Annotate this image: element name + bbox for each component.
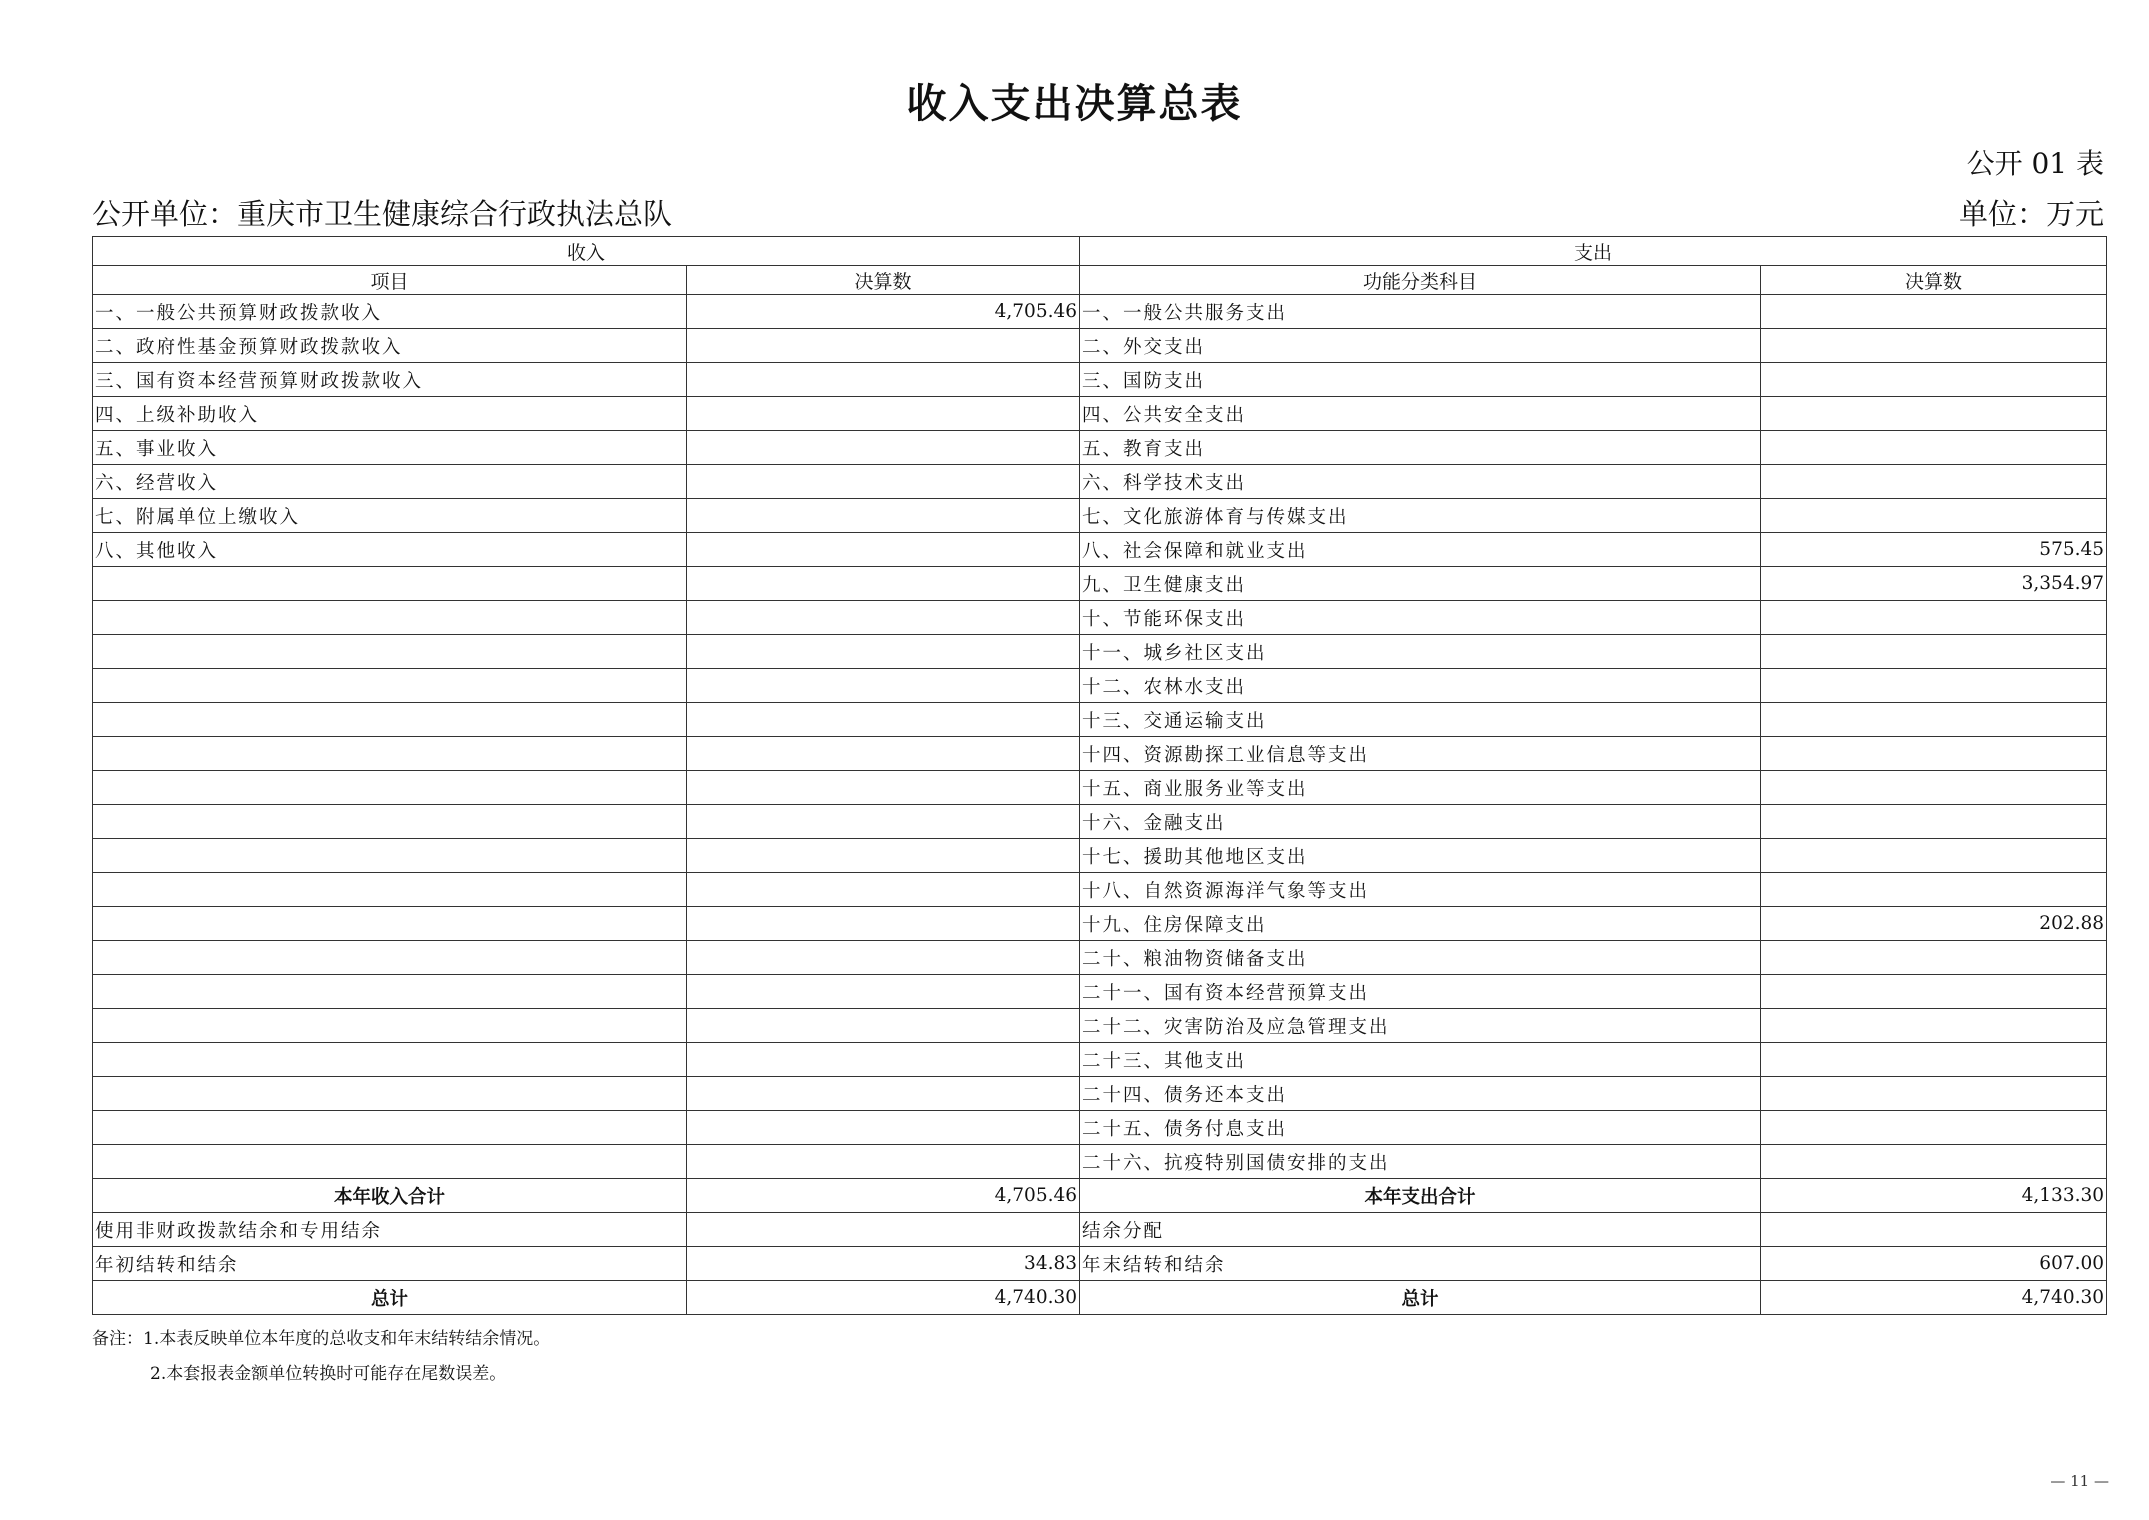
income-item-cell: 八、其他收入: [93, 533, 687, 567]
expense-amount-cell: 575.45: [1761, 533, 2107, 567]
table-row: [93, 397, 2107, 431]
expense-amount-cell: [1761, 1043, 2107, 1077]
table-row: [93, 975, 2107, 1009]
expense-amount-cell: [1761, 737, 2107, 771]
table-body: [93, 295, 2107, 1315]
expense-item-header: 功能分类科目: [1080, 266, 1761, 295]
expense-item-cell: 四、公共安全支出: [1080, 397, 1761, 431]
income-item-cell: [93, 1043, 687, 1077]
summary-income-amount: [687, 1213, 1080, 1247]
summary-income-label: 使用非财政拨款结余和专用结余: [93, 1213, 687, 1247]
summary-expense-label: 总计: [1080, 1281, 1761, 1315]
expense-amount-cell: [1761, 601, 2107, 635]
income-item-cell: [93, 771, 687, 805]
table-row: [93, 499, 2107, 533]
expense-amount-cell: [1761, 703, 2107, 737]
expense-amount-cell: [1761, 635, 2107, 669]
income-item-cell: [93, 975, 687, 1009]
expense-item-cell: 二十六、抗疫特别国债安排的支出: [1080, 1145, 1761, 1179]
table-row: [93, 1043, 2107, 1077]
table-row: [93, 703, 2107, 737]
income-item-cell: [93, 907, 687, 941]
income-amount-cell: [687, 703, 1080, 737]
expense-item-cell: 十一、城乡社区支出: [1080, 635, 1761, 669]
expense-item-cell: 十七、援助其他地区支出: [1080, 839, 1761, 873]
expense-item-cell: 二十一、国有资本经营预算支出: [1080, 975, 1761, 1009]
income-item-cell: [93, 635, 687, 669]
expense-amount-cell: [1761, 295, 2107, 329]
income-amount-cell: [687, 1145, 1080, 1179]
reporting-unit: 公开单位：重庆市卫生健康综合行政执法总队: [92, 197, 673, 231]
income-amount-cell: [687, 363, 1080, 397]
expense-amount-cell: [1761, 397, 2107, 431]
table-row: [93, 465, 2107, 499]
income-item-cell: [93, 669, 687, 703]
table-row: [93, 601, 2107, 635]
expense-amount-cell: [1761, 873, 2107, 907]
expense-item-cell: 五、教育支出: [1080, 431, 1761, 465]
expense-item-cell: 十八、自然资源海洋气象等支出: [1080, 873, 1761, 907]
summary-expense-label: 结余分配: [1080, 1213, 1761, 1247]
income-amount-cell: [687, 329, 1080, 363]
table-row: [93, 941, 2107, 975]
summary-expense-amount: 4,740.30: [1761, 1281, 2107, 1315]
income-expense-table: [92, 236, 2107, 1315]
expense-item-cell: 二十四、债务还本支出: [1080, 1077, 1761, 1111]
income-item-cell: 七、附属单位上缴收入: [93, 499, 687, 533]
table-row: [93, 873, 2107, 907]
income-item-cell: 三、国有资本经营预算财政拨款收入: [93, 363, 687, 397]
income-amount-cell: [687, 567, 1080, 601]
note-2: 2.本套报表金额单位转换时可能存在尾数误差。: [150, 1364, 507, 1384]
notes: [92, 1322, 550, 1392]
expense-item-cell: 二十、粮油物资储备支出: [1080, 941, 1761, 975]
expense-item-cell: 十四、资源勘探工业信息等支出: [1080, 737, 1761, 771]
expense-item-cell: 九、卫生健康支出: [1080, 567, 1761, 601]
table-row: [93, 431, 2107, 465]
income-amount-cell: [687, 907, 1080, 941]
summary-income-label: 年初结转和结余: [93, 1247, 687, 1281]
group-header-row: [93, 237, 2107, 266]
table-row: [93, 1009, 2107, 1043]
expense-amount-cell: [1761, 839, 2107, 873]
table-row: [93, 635, 2107, 669]
table-row: [93, 1145, 2107, 1179]
expense-item-cell: 二、外交支出: [1080, 329, 1761, 363]
income-item-cell: [93, 1077, 687, 1111]
income-amount-cell: [687, 1077, 1080, 1111]
expense-item-cell: 十六、金融支出: [1080, 805, 1761, 839]
income-amount-cell: 4,705.46: [687, 295, 1080, 329]
expense-group-header: 支出: [1080, 237, 2107, 266]
income-amount-cell: [687, 601, 1080, 635]
table-row: [93, 737, 2107, 771]
expense-amount-cell: [1761, 1111, 2107, 1145]
expense-amount-cell: [1761, 805, 2107, 839]
income-item-cell: 一、一般公共预算财政拨款收入: [93, 295, 687, 329]
expense-item-cell: 十五、商业服务业等支出: [1080, 771, 1761, 805]
expense-amount-cell: [1761, 499, 2107, 533]
summary-income-amount: 34.83: [687, 1247, 1080, 1281]
income-amount-cell: [687, 1009, 1080, 1043]
table-row: [93, 907, 2107, 941]
income-item-cell: [93, 805, 687, 839]
income-item-cell: 六、经营收入: [93, 465, 687, 499]
expense-item-cell: 六、科学技术支出: [1080, 465, 1761, 499]
summary-row: [93, 1247, 2107, 1281]
summary-expense-amount: [1761, 1213, 2107, 1247]
income-item-cell: 四、上级补助收入: [93, 397, 687, 431]
income-amount-cell: [687, 635, 1080, 669]
income-amount-cell: [687, 839, 1080, 873]
expense-item-cell: 二十三、其他支出: [1080, 1043, 1761, 1077]
expense-item-cell: 二十二、灾害防治及应急管理支出: [1080, 1009, 1761, 1043]
table-row: [93, 295, 2107, 329]
income-amount-cell: [687, 737, 1080, 771]
income-amount-cell: [687, 669, 1080, 703]
income-item-cell: [93, 601, 687, 635]
expense-amount-cell: [1761, 329, 2107, 363]
expense-amount-cell: [1761, 669, 2107, 703]
table-row: [93, 805, 2107, 839]
summary-row: [93, 1213, 2107, 1247]
summary-expense-label: 本年支出合计: [1080, 1179, 1761, 1213]
summary-income-amount: 4,740.30: [687, 1281, 1080, 1315]
summary-expense-label: 年末结转和结余: [1080, 1247, 1761, 1281]
income-amount-cell: [687, 1043, 1080, 1077]
income-amount-cell: [687, 771, 1080, 805]
income-amount-cell: [687, 533, 1080, 567]
expense-item-cell: 十二、农林水支出: [1080, 669, 1761, 703]
expense-amount-cell: [1761, 363, 2107, 397]
income-amount-cell: [687, 873, 1080, 907]
summary-income-label: 本年收入合计: [93, 1179, 687, 1213]
income-group-header: 收入: [93, 237, 1080, 266]
expense-amount-cell: [1761, 1145, 2107, 1179]
income-amount-cell: [687, 431, 1080, 465]
expense-amount-cell: 202.88: [1761, 907, 2107, 941]
currency-unit: 单位：万元: [1958, 197, 2104, 231]
table-row: [93, 363, 2107, 397]
income-item-cell: 五、事业收入: [93, 431, 687, 465]
expense-amount-header: 决算数: [1761, 266, 2107, 295]
expense-amount-cell: [1761, 431, 2107, 465]
table-row: [93, 839, 2107, 873]
income-item-cell: [93, 839, 687, 873]
expense-amount-cell: [1761, 1077, 2107, 1111]
summary-income-label: 总计: [93, 1281, 687, 1315]
unit-line: [92, 192, 2104, 233]
expense-item-cell: 十、节能环保支出: [1080, 601, 1761, 635]
income-item-header: 项目: [93, 266, 687, 295]
income-amount-cell: [687, 397, 1080, 431]
table-row: [93, 1111, 2107, 1145]
expense-item-cell: 七、文化旅游体育与传媒支出: [1080, 499, 1761, 533]
income-item-cell: [93, 1145, 687, 1179]
page-title: 收入支出决算总表: [906, 80, 1243, 127]
table-row: [93, 1077, 2107, 1111]
expense-item-cell: 一、一般公共服务支出: [1080, 295, 1761, 329]
expense-item-cell: 十九、住房保障支出: [1080, 907, 1761, 941]
income-item-cell: [93, 1111, 687, 1145]
table-row: [93, 533, 2107, 567]
table-row: [93, 771, 2107, 805]
income-amount-cell: [687, 1111, 1080, 1145]
summary-income-amount: 4,705.46: [687, 1179, 1080, 1213]
income-item-cell: [93, 1009, 687, 1043]
expense-item-cell: 十三、交通运输支出: [1080, 703, 1761, 737]
income-amount-header: 决算数: [687, 266, 1080, 295]
income-item-cell: [93, 567, 687, 601]
expense-item-cell: 二十五、债务付息支出: [1080, 1111, 1761, 1145]
income-item-cell: 二、政府性基金预算财政拨款收入: [93, 329, 687, 363]
summary-row: [93, 1179, 2107, 1213]
summary-expense-amount: 607.00: [1761, 1247, 2107, 1281]
income-amount-cell: [687, 805, 1080, 839]
expense-item-cell: 三、国防支出: [1080, 363, 1761, 397]
income-item-cell: [93, 737, 687, 771]
income-amount-cell: [687, 465, 1080, 499]
income-amount-cell: [687, 499, 1080, 533]
expense-amount-cell: [1761, 771, 2107, 805]
expense-amount-cell: [1761, 941, 2107, 975]
income-item-cell: [93, 873, 687, 907]
expense-amount-cell: 3,354.97: [1761, 567, 2107, 601]
expense-amount-cell: [1761, 975, 2107, 1009]
column-header-row: [93, 266, 2107, 295]
expense-item-cell: 八、社会保障和就业支出: [1080, 533, 1761, 567]
income-item-cell: [93, 703, 687, 737]
table-row: [93, 329, 2107, 363]
summary-expense-amount: 4,133.30: [1761, 1179, 2107, 1213]
table-row: [93, 567, 2107, 601]
table-row: [93, 669, 2107, 703]
expense-amount-cell: [1761, 465, 2107, 499]
form-number: 公开 01 表: [1966, 147, 2104, 180]
income-amount-cell: [687, 975, 1080, 1009]
income-amount-cell: [687, 941, 1080, 975]
summary-row: [93, 1281, 2107, 1315]
income-item-cell: [93, 941, 687, 975]
page-number: — 11 —: [2050, 1472, 2109, 1490]
note-1: 备注：1.本表反映单位本年度的总收支和年末结转结余情况。: [92, 1329, 551, 1349]
expense-amount-cell: [1761, 1009, 2107, 1043]
